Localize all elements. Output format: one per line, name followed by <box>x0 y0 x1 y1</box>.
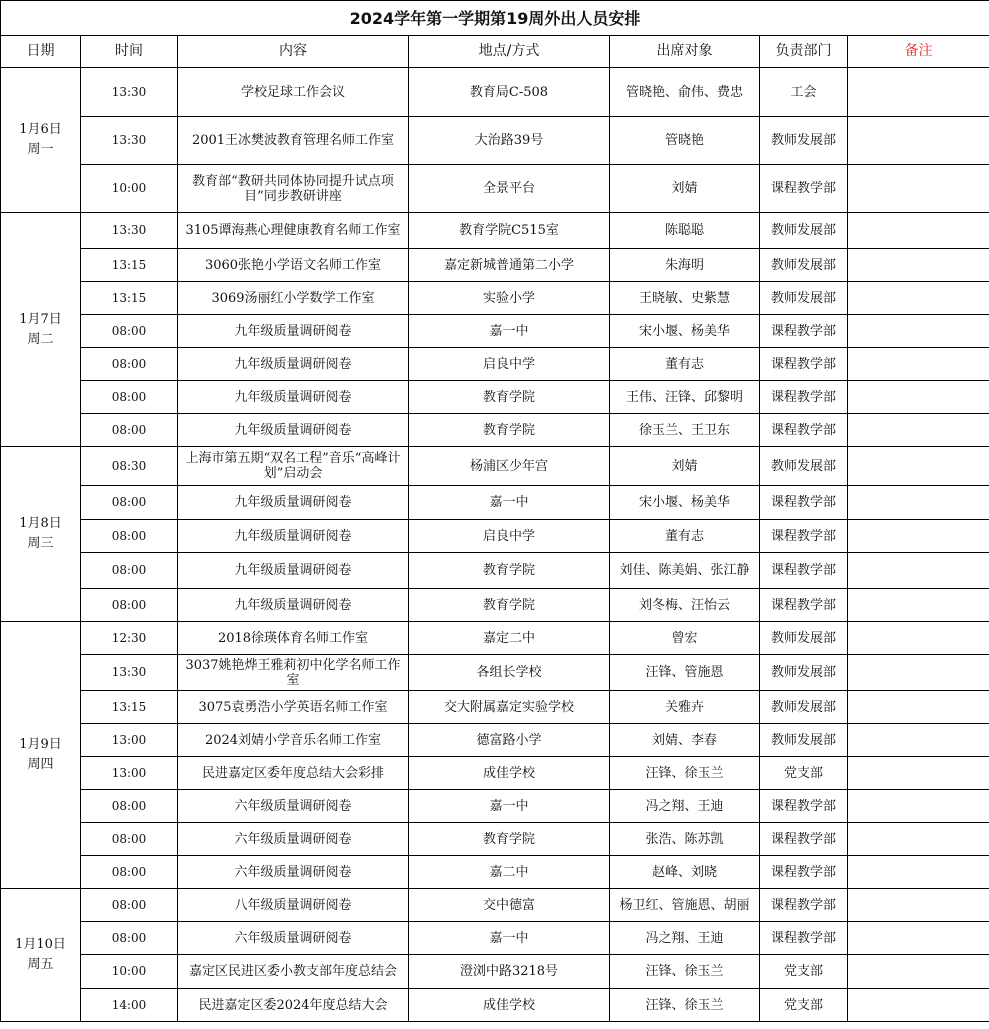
notes-cell <box>848 348 989 381</box>
notes-cell <box>848 889 989 922</box>
header-location: 地点/方式 <box>409 36 610 68</box>
attendees-cell: 赵峰、刘晓 <box>610 856 760 889</box>
time-cell: 08:00 <box>81 520 178 553</box>
attendees-cell: 宋小堰、杨美华 <box>610 486 760 520</box>
content-cell: 3105谭海燕心理健康教育名师工作室 <box>178 213 409 249</box>
attendees-cell: 汪锋、徐玉兰 <box>610 955 760 989</box>
department-cell: 教师发展部 <box>760 117 848 165</box>
attendees-cell: 杨卫红、管施恩、胡丽 <box>610 889 760 922</box>
attendees-cell: 曾宏 <box>610 622 760 655</box>
attendees-cell: 刘佳、陈美娟、张江静 <box>610 553 760 589</box>
time-cell: 13:00 <box>81 757 178 790</box>
notes-cell <box>848 282 989 315</box>
table-row <box>1 889 989 922</box>
notes-cell <box>848 520 989 553</box>
location-cell: 教育学院 <box>409 553 610 589</box>
content-cell: 六年级质量调研阅卷 <box>178 856 409 889</box>
location-cell: 教育学院 <box>409 823 610 856</box>
attendees-cell: 汪锋、管施恩 <box>610 655 760 691</box>
content-cell: 3037姚艳烨王雅莉初中化学名师工作室 <box>178 655 409 691</box>
attendees-cell: 陈聪聪 <box>610 213 760 249</box>
day-weekday: 周三 <box>27 536 54 551</box>
notes-cell <box>848 724 989 757</box>
day-weekday: 周四 <box>27 757 54 772</box>
attendees-cell: 朱海明 <box>610 249 760 282</box>
department-cell: 党支部 <box>760 989 848 1022</box>
content-cell: 民进嘉定区委2024年度总结大会 <box>178 989 409 1022</box>
department-cell: 课程教学部 <box>760 823 848 856</box>
title-row <box>1 1 989 36</box>
day-weekday: 周五 <box>27 957 54 972</box>
notes-cell <box>848 757 989 790</box>
time-cell: 13:15 <box>81 691 178 724</box>
table-row <box>1 589 989 622</box>
day-cell <box>1 622 81 889</box>
table-row <box>1 989 989 1022</box>
location-cell: 嘉一中 <box>409 922 610 955</box>
day-cell <box>1 213 81 447</box>
attendees-cell: 张浩、陈苏凯 <box>610 823 760 856</box>
time-cell: 08:00 <box>81 856 178 889</box>
attendees-cell: 汪锋、徐玉兰 <box>610 989 760 1022</box>
table-row <box>1 691 989 724</box>
content-cell: 六年级质量调研阅卷 <box>178 823 409 856</box>
day-weekday: 周二 <box>27 331 54 347</box>
table-row <box>1 315 989 348</box>
content-cell: 九年级质量调研阅卷 <box>178 381 409 414</box>
department-cell: 教师发展部 <box>760 655 848 691</box>
attendees-cell: 关雅卉 <box>610 691 760 724</box>
notes-cell <box>848 414 989 447</box>
day-weekday: 周一 <box>27 142 54 157</box>
attendees-cell: 董有志 <box>610 520 760 553</box>
attendees-cell: 冯之翔、王迪 <box>610 922 760 955</box>
time-cell: 08:00 <box>81 414 178 447</box>
location-cell: 嘉定新城普通第二小学 <box>409 249 610 282</box>
table-row <box>1 856 989 889</box>
department-cell: 课程教学部 <box>760 315 848 348</box>
location-cell: 实验小学 <box>409 282 610 315</box>
location-cell: 启良中学 <box>409 520 610 553</box>
table-row <box>1 520 989 553</box>
time-cell: 13:00 <box>81 724 178 757</box>
content-cell: 八年级质量调研阅卷 <box>178 889 409 922</box>
attendees-cell: 董有志 <box>610 348 760 381</box>
location-cell: 大治路39号 <box>409 117 610 165</box>
attendees-cell: 宋小堰、杨美华 <box>610 315 760 348</box>
content-cell: 九年级质量调研阅卷 <box>178 348 409 381</box>
content-cell: 嘉定区民进区委小教支部年度总结会 <box>178 955 409 989</box>
notes-cell <box>848 68 989 117</box>
day-date: 1月6日 <box>19 122 62 137</box>
content-cell: 3060张艳小学语文名师工作室 <box>178 249 409 282</box>
time-cell: 13:15 <box>81 249 178 282</box>
notes-cell <box>848 315 989 348</box>
header-notes: 备注 <box>848 36 989 68</box>
time-cell: 08:00 <box>81 315 178 348</box>
location-cell: 杨浦区少年宫 <box>409 447 610 486</box>
department-cell: 教师发展部 <box>760 691 848 724</box>
content-cell: 教育部“教研共同体协同提升试点项目”同步教研讲座 <box>178 165 409 213</box>
location-cell: 嘉一中 <box>409 790 610 823</box>
table-row <box>1 117 989 165</box>
time-cell: 12:30 <box>81 622 178 655</box>
notes-cell <box>848 381 989 414</box>
location-cell: 澄浏中路3218号 <box>409 955 610 989</box>
location-cell: 全景平台 <box>409 165 610 213</box>
time-cell: 08:00 <box>81 553 178 589</box>
content-cell: 上海市第五期“双名工程”音乐“高峰计划”启动会 <box>178 447 409 486</box>
location-cell: 教育局C-508 <box>409 68 610 117</box>
time-cell: 08:00 <box>81 790 178 823</box>
table-row <box>1 68 989 117</box>
time-cell: 13:30 <box>81 68 178 117</box>
table-row <box>1 823 989 856</box>
table-row <box>1 282 989 315</box>
time-cell: 08:00 <box>81 589 178 622</box>
time-cell: 10:00 <box>81 955 178 989</box>
department-cell: 课程教学部 <box>760 381 848 414</box>
time-cell: 08:30 <box>81 447 178 486</box>
table-row <box>1 486 989 520</box>
location-cell: 各组长学校 <box>409 655 610 691</box>
notes-cell <box>848 589 989 622</box>
content-cell: 2001王冰樊波教育管理名师工作室 <box>178 117 409 165</box>
table-row <box>1 622 989 655</box>
table-row <box>1 922 989 955</box>
notes-cell <box>848 856 989 889</box>
table-row <box>1 655 989 691</box>
header-row <box>1 36 989 68</box>
attendees-cell: 徐玉兰、王卫东 <box>610 414 760 447</box>
content-cell: 民进嘉定区委年度总结大会彩排 <box>178 757 409 790</box>
content-cell: 3069汤丽红小学数学工作室 <box>178 282 409 315</box>
location-cell: 教育学院 <box>409 381 610 414</box>
time-cell: 08:00 <box>81 889 178 922</box>
day-cell <box>1 889 81 1022</box>
department-cell: 课程教学部 <box>760 520 848 553</box>
time-cell: 13:15 <box>81 282 178 315</box>
location-cell: 教育学院 <box>409 589 610 622</box>
department-cell: 教师发展部 <box>760 447 848 486</box>
content-cell: 2018徐瑛体育名师工作室 <box>178 622 409 655</box>
notes-cell <box>848 790 989 823</box>
time-cell: 08:00 <box>81 348 178 381</box>
time-cell: 13:30 <box>81 655 178 691</box>
content-cell: 九年级质量调研阅卷 <box>178 589 409 622</box>
department-cell: 教师发展部 <box>760 724 848 757</box>
attendees-cell: 王晓敏、史紫慧 <box>610 282 760 315</box>
attendees-cell: 管晓艳 <box>610 117 760 165</box>
header-department: 负责部门 <box>760 36 848 68</box>
notes-cell <box>848 955 989 989</box>
table-row <box>1 955 989 989</box>
department-cell: 教师发展部 <box>760 282 848 315</box>
location-cell: 交大附属嘉定实验学校 <box>409 691 610 724</box>
attendees-cell: 管晓艳、俞伟、费忠 <box>610 68 760 117</box>
location-cell: 嘉一中 <box>409 486 610 520</box>
location-cell: 嘉一中 <box>409 315 610 348</box>
header-date: 日期 <box>1 36 81 68</box>
time-cell: 08:00 <box>81 486 178 520</box>
location-cell: 成佳学校 <box>409 757 610 790</box>
location-cell: 交中德富 <box>409 889 610 922</box>
header-attendees: 出席对象 <box>610 36 760 68</box>
content-cell: 2024刘婧小学音乐名师工作室 <box>178 724 409 757</box>
attendees-cell: 冯之翔、王迪 <box>610 790 760 823</box>
department-cell: 工会 <box>760 68 848 117</box>
notes-cell <box>848 622 989 655</box>
attendees-cell: 汪锋、徐玉兰 <box>610 757 760 790</box>
department-cell: 课程教学部 <box>760 790 848 823</box>
location-cell: 教育学院 <box>409 414 610 447</box>
attendees-cell: 刘婧 <box>610 165 760 213</box>
department-cell: 课程教学部 <box>760 922 848 955</box>
department-cell: 教师发展部 <box>760 622 848 655</box>
content-cell: 九年级质量调研阅卷 <box>178 486 409 520</box>
table-row <box>1 414 989 447</box>
department-cell: 课程教学部 <box>760 414 848 447</box>
location-cell: 教育学院C515室 <box>409 213 610 249</box>
content-cell: 六年级质量调研阅卷 <box>178 922 409 955</box>
notes-cell <box>848 691 989 724</box>
department-cell: 课程教学部 <box>760 553 848 589</box>
table-row <box>1 790 989 823</box>
attendees-cell: 王伟、汪锋、邱黎明 <box>610 381 760 414</box>
notes-cell <box>848 117 989 165</box>
notes-cell <box>848 249 989 282</box>
content-cell: 九年级质量调研阅卷 <box>178 553 409 589</box>
department-cell: 课程教学部 <box>760 856 848 889</box>
content-cell: 九年级质量调研阅卷 <box>178 414 409 447</box>
content-cell: 六年级质量调研阅卷 <box>178 790 409 823</box>
time-cell: 10:00 <box>81 165 178 213</box>
time-cell: 08:00 <box>81 922 178 955</box>
table-row <box>1 213 989 249</box>
department-cell: 课程教学部 <box>760 348 848 381</box>
content-cell: 九年级质量调研阅卷 <box>178 520 409 553</box>
time-cell: 13:30 <box>81 117 178 165</box>
location-cell: 成佳学校 <box>409 989 610 1022</box>
table-row <box>1 724 989 757</box>
notes-cell <box>848 922 989 955</box>
table-row <box>1 447 989 486</box>
notes-cell <box>848 486 989 520</box>
attendees-cell: 刘婧、李春 <box>610 724 760 757</box>
table-row <box>1 165 989 213</box>
header-content: 内容 <box>178 36 409 68</box>
header-time: 时间 <box>81 36 178 68</box>
location-cell: 嘉定二中 <box>409 622 610 655</box>
day-cell <box>1 68 81 213</box>
location-cell: 德富路小学 <box>409 724 610 757</box>
notes-cell <box>848 823 989 856</box>
notes-cell <box>848 447 989 486</box>
department-cell: 党支部 <box>760 955 848 989</box>
day-date: 1月10日 <box>15 937 66 952</box>
time-cell: 08:00 <box>81 381 178 414</box>
day-date: 1月7日 <box>19 311 62 327</box>
table-row <box>1 757 989 790</box>
day-date: 1月8日 <box>19 516 62 531</box>
time-cell: 08:00 <box>81 823 178 856</box>
table-row <box>1 249 989 282</box>
content-cell: 学校足球工作会议 <box>178 68 409 117</box>
table-row <box>1 348 989 381</box>
department-cell: 教师发展部 <box>760 249 848 282</box>
department-cell: 课程教学部 <box>760 165 848 213</box>
page-title: 2024学年第一学期第19周外出人员安排 <box>1 1 989 36</box>
department-cell: 党支部 <box>760 757 848 790</box>
attendees-cell: 刘婧 <box>610 447 760 486</box>
day-date: 1月9日 <box>19 737 62 752</box>
notes-cell <box>848 989 989 1022</box>
notes-cell <box>848 165 989 213</box>
time-cell: 14:00 <box>81 989 178 1022</box>
content-cell: 3075袁勇浩小学英语名师工作室 <box>178 691 409 724</box>
department-cell: 课程教学部 <box>760 889 848 922</box>
attendees-cell: 刘冬梅、汪怡云 <box>610 589 760 622</box>
location-cell: 嘉二中 <box>409 856 610 889</box>
department-cell: 教师发展部 <box>760 213 848 249</box>
day-cell <box>1 447 81 622</box>
department-cell: 课程教学部 <box>760 486 848 520</box>
content-cell: 九年级质量调研阅卷 <box>178 315 409 348</box>
location-cell: 启良中学 <box>409 348 610 381</box>
notes-cell <box>848 553 989 589</box>
notes-cell <box>848 655 989 691</box>
notes-cell <box>848 213 989 249</box>
table-row <box>1 381 989 414</box>
time-cell: 13:30 <box>81 213 178 249</box>
department-cell: 课程教学部 <box>760 589 848 622</box>
table-row <box>1 553 989 589</box>
